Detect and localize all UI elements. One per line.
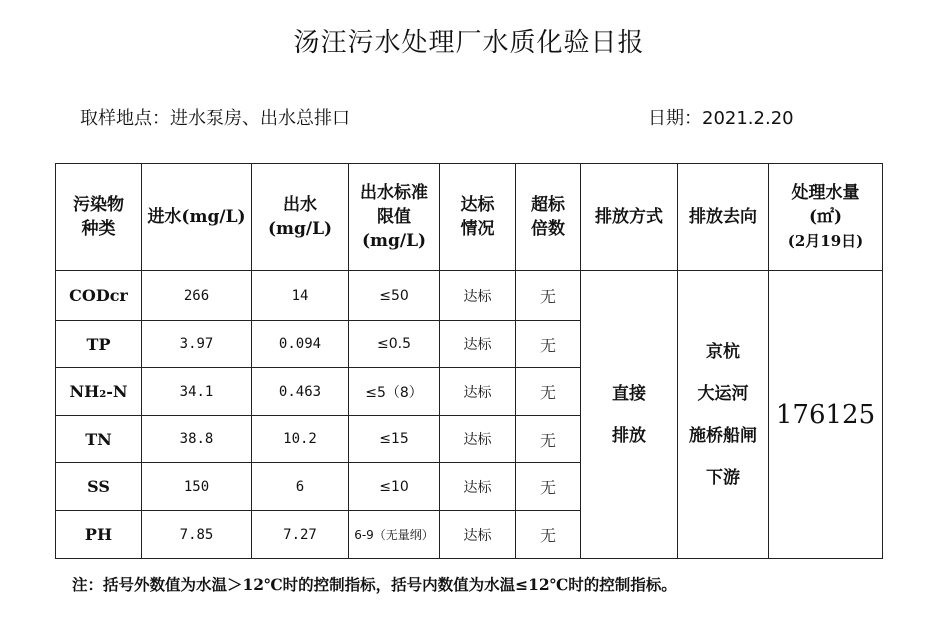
header-discharge-destination: 排放去向 bbox=[678, 164, 769, 271]
header-row bbox=[56, 164, 883, 271]
exceed-cell: 无 bbox=[516, 321, 581, 368]
inflow-cell: 150 bbox=[142, 463, 252, 511]
pollutant-cell: CODcr bbox=[56, 271, 142, 321]
inflow-cell: 38.8 bbox=[142, 416, 252, 463]
limit-cell: ≤50 bbox=[349, 271, 440, 321]
status-cell: 达标 bbox=[440, 368, 516, 416]
status-cell: 达标 bbox=[440, 511, 516, 559]
status-cell: 达标 bbox=[440, 416, 516, 463]
status-cell: 达标 bbox=[440, 463, 516, 511]
report-date: 日期：2021.2.20 bbox=[648, 108, 794, 129]
header-discharge-method: 排放方式 bbox=[581, 164, 678, 271]
exceed-cell: 无 bbox=[516, 416, 581, 463]
exceed-cell: 无 bbox=[516, 463, 581, 511]
outflow-cell: 0.094 bbox=[252, 321, 349, 368]
inflow-cell: 266 bbox=[142, 271, 252, 321]
exceed-cell: 无 bbox=[516, 271, 581, 321]
header-outflow: 出水 (mg/L) bbox=[252, 164, 349, 271]
footnote: 注：括号外数值为水温＞12℃时的控制指标，括号内数值为水温≤12℃时的控制指标。 bbox=[72, 575, 677, 594]
outflow-cell: 6 bbox=[252, 463, 349, 511]
limit-cell: ≤0.5 bbox=[349, 321, 440, 368]
inflow-cell: 34.1 bbox=[142, 368, 252, 416]
header-status: 达标 情况 bbox=[440, 164, 516, 271]
limit-cell: 6-9（无量纲） bbox=[349, 511, 440, 559]
limit-cell: ≤5（8） bbox=[349, 368, 440, 416]
discharge-destination-cell: 京杭 大运河 施桥船闸 下游 bbox=[678, 271, 769, 559]
outflow-cell: 7.27 bbox=[252, 511, 349, 559]
header-volume: 处理水量 (㎡) (2月19日) bbox=[769, 164, 883, 271]
pollutant-cell: TP bbox=[56, 321, 142, 368]
exceed-cell: 无 bbox=[516, 368, 581, 416]
outflow-cell: 10.2 bbox=[252, 416, 349, 463]
limit-cell: ≤10 bbox=[349, 463, 440, 511]
pollutant-cell: SS bbox=[56, 463, 142, 511]
header-limit: 出水标准 限值 (mg/L) bbox=[349, 164, 440, 271]
header-exceed: 超标 倍数 bbox=[516, 164, 581, 271]
discharge-method-cell: 直接 排放 bbox=[581, 271, 678, 559]
header-inflow: 进水(mg/L) bbox=[142, 164, 252, 271]
status-cell: 达标 bbox=[440, 321, 516, 368]
sampling-location: 取样地点：进水泵房、出水总排口 bbox=[80, 108, 350, 129]
inflow-cell: 3.97 bbox=[142, 321, 252, 368]
report-title: 汤汪污水处理厂水质化验日报 bbox=[293, 28, 645, 58]
outflow-cell: 0.463 bbox=[252, 368, 349, 416]
status-cell: 达标 bbox=[440, 271, 516, 321]
inflow-cell: 7.85 bbox=[142, 511, 252, 559]
limit-cell: ≤15 bbox=[349, 416, 440, 463]
pollutant-cell: PH bbox=[56, 511, 142, 559]
pollutant-cell: NH₂-N bbox=[56, 368, 142, 416]
pollutant-cell: TN bbox=[56, 416, 142, 463]
exceed-cell: 无 bbox=[516, 511, 581, 559]
table-row bbox=[56, 271, 883, 321]
outflow-cell: 14 bbox=[252, 271, 349, 321]
water-quality-table bbox=[55, 163, 883, 559]
header-pollutant: 污染物 种类 bbox=[56, 164, 142, 271]
volume-cell: 176125 bbox=[769, 271, 883, 559]
